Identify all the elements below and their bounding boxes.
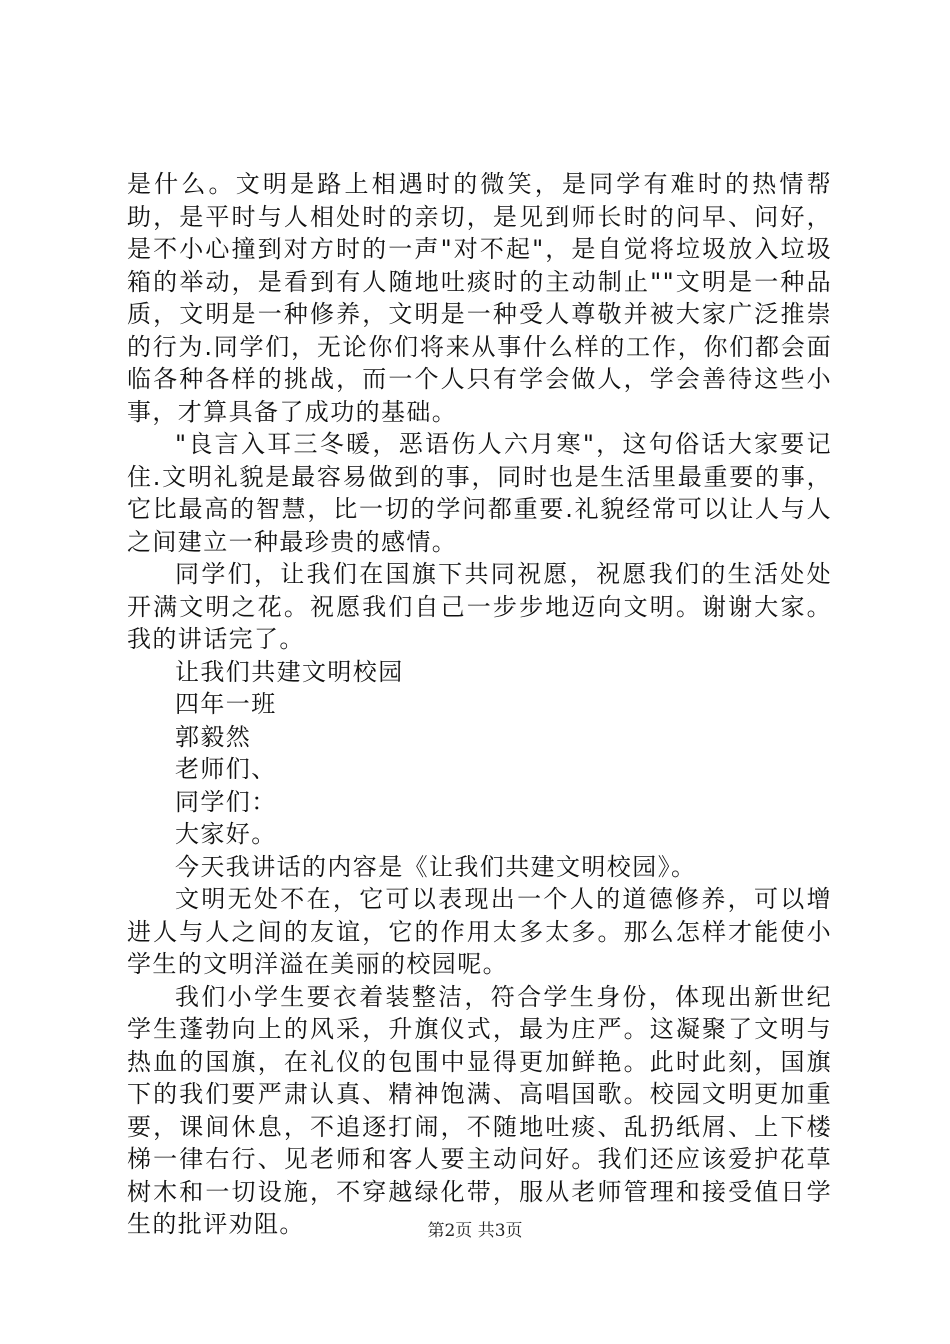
speaker-name: 郭毅然 bbox=[175, 722, 252, 751]
speaker-class: 四年一班 bbox=[175, 690, 277, 718]
paragraph: 同学们，让我们在国旗下共同祝愿，祝愿我们的生活处处开满文明之花。祝愿我们自己一步步地迈向文明。谢谢大家。我的讲话完了。 bbox=[127, 560, 832, 653]
salutation-line: 同学们： bbox=[175, 787, 277, 816]
document-body bbox=[127, 168, 832, 1241]
salutation-line: 老师们、 bbox=[175, 755, 277, 783]
speech-title: 让我们共建文明校园 bbox=[175, 657, 404, 686]
paragraph: "良言入耳三冬暖，恶语伤人六月寒"，这句俗话大家要记住.文明礼貌是最容易做到的事，同时也是生活里最重要的事，它比最高的智慧，比一切的学问都重要.礼貌经常可以让人与人之间建立一种最珍贵的感情。 bbox=[127, 430, 832, 556]
greeting-line: 大家好。 bbox=[175, 820, 277, 848]
paragraph: 我们小学生要衣着装整洁，符合学生身份，体现出新世纪学生蓬勃向上的风采，升旗仪式，最为庄严。这凝聚了文明与热血的国旗，在礼仪的包围中显得更加鲜艳。此时此刻，国旗下的我们要严肃认真、精神饱满、高唱国歌。校园文明更加重要，课间休息，不追逐打闹，不随地吐痰、乱扔纸屑、上下楼梯一律右行、见老师和客人要主动问好。我们还应该爱护花草树木和一切设施，不穿越绿化带，服从老师管理和接受值日学生的批评劝阻。 bbox=[127, 982, 832, 1238]
page-number-footer: 第2页 共3页 bbox=[427, 1221, 523, 1241]
paragraph: 今天我讲话的内容是《让我们共建文明校园》。 bbox=[175, 852, 697, 881]
paragraph: 文明无处不在，它可以表现出一个人的道德修养，可以增进人与人之间的友谊，它的作用太多太多。那么怎样才能使小学生的文明洋溢在美丽的校园呢。 bbox=[127, 885, 832, 978]
paragraph: 是什么。文明是路上相遇时的微笑，是同学有难时的热情帮助，是平时与人相处时的亲切，是见到师长时的问早、问好，是不小心撞到对方时的一声"对不起"，是自觉将垃圾放入垃圾箱的举动，是看到有人随地吐痰时的主动制止""文明是一种品质，文明是一种修养，文明是一种受人尊敬并被大家广泛推崇的行为.同学们，无论你们将来从事什么样的工作，你们都会面临各种各样的挑战，而一个人只有学会做人，学会善待这些小事，才算具备了成功的基础。 bbox=[127, 170, 832, 426]
